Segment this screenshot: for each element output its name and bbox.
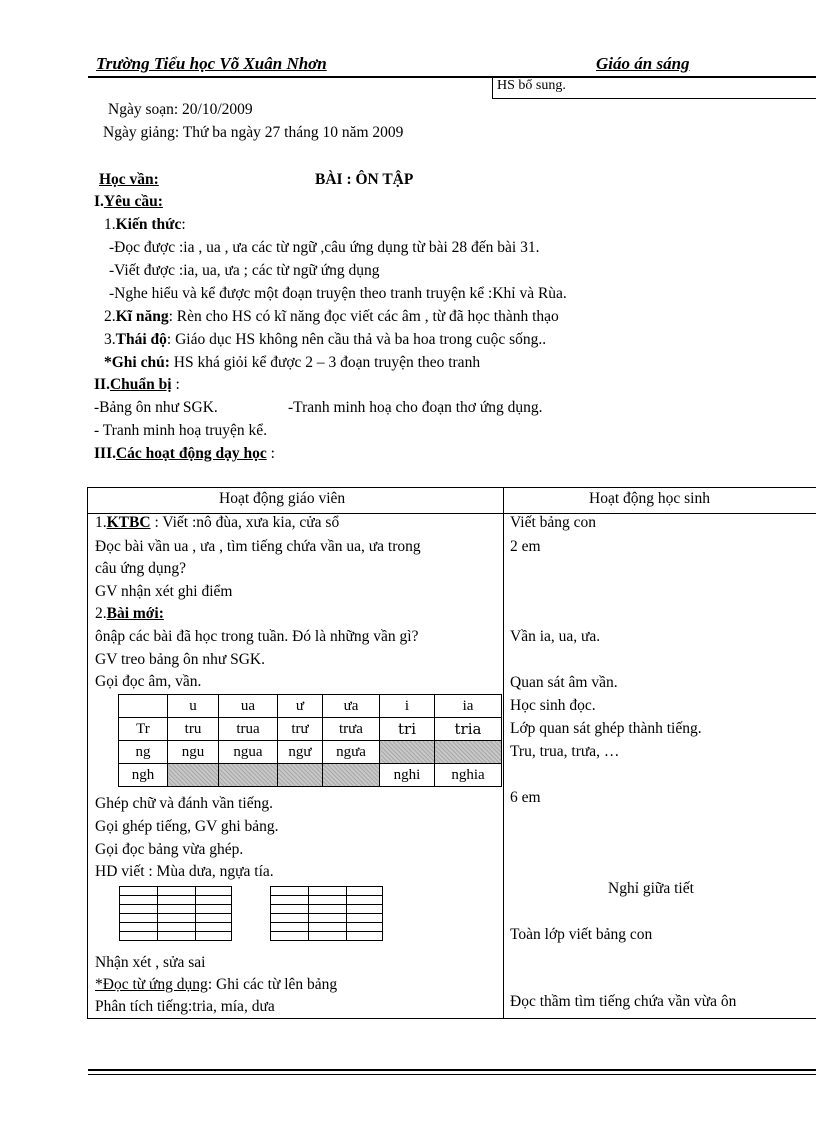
activities-num: III. [94,445,116,462]
knowledge-heading [104,216,186,234]
preparation-num: II. [94,376,110,393]
grid-cell: tria [435,718,502,741]
teacher-ktbc-label: KTBC [106,514,151,531]
attitude-label: Thái độ [115,331,167,348]
prepared-date: Ngày soạn: 20/10/2009 [108,101,253,118]
footer-rule-thick [88,1069,816,1071]
teacher-new-num: 2. [95,605,107,622]
grid-cell: ngu [168,741,219,764]
skill-line [104,308,559,326]
grid-cell-shaded [323,764,380,787]
preparation-heading [94,376,180,394]
teacher-line-12: HD viết : Mùa dưa, ngựa tía. [95,863,274,880]
top-box-text: HS bổ sung. [497,78,566,93]
knowledge-num: 1. [104,216,116,233]
student-line-6: Lớp quan sát ghép thành tiếng. [510,720,702,737]
requirements-num: I. [94,193,104,210]
subject-label: Học vần: [99,171,159,188]
teacher-column-header: Hoạt động giáo viên [219,490,346,507]
teacher-line-9: Ghép chữ và đánh vần tiếng. [95,795,273,812]
note-text: HS khá giỏi kể được 2 – 3 đoạn truyện theo tranh [169,354,481,371]
teacher-line-11: Gọi đọc bảng vừa ghép. [95,841,244,858]
phonics-review-grid [118,694,502,787]
teacher-line-15: Phân tích tiếng:tria, mía, dưa [95,998,275,1015]
teacher-line-7: GV treo bảng ôn như SGK. [95,651,265,668]
student-line-4: Quan sát âm vần. [510,674,618,691]
activities-heading [94,445,275,463]
knowledge-item-3: -Nghe hiểu và kể được một đoạn truyện theo tranh truyện kể :Khỉ và Rùa. [109,285,567,302]
grid-header-row [119,695,502,718]
student-column-header: Hoạt động học sinh [589,490,710,507]
activities-colon: : [266,445,275,462]
footer-rule-thin [88,1074,816,1075]
teacher-line-3: câu ứng dụng? [95,560,187,577]
teacher-ktbc-text: : Viết :nô đùa, xưa kia, cửa sổ [150,514,340,531]
teacher-ktbc-line [95,514,339,532]
student-line-5: Học sinh đọc. [510,697,596,714]
grid-cell: ngua [219,741,278,764]
student-line-2: 2 em [510,538,541,555]
grid-cell: trua [219,718,278,741]
top-box-left-border [492,76,493,98]
student-line-8: 6 em [510,789,541,806]
grid-header-cell: u [168,695,219,718]
student-line-3: Vần ia, ua, ưa. [510,628,601,645]
grid-cell-shaded [168,764,219,787]
student-line-9: Nghỉ giữa tiết [608,880,694,897]
grid-header-cell: ư [278,695,323,718]
taught-date: Ngày giảng: Thứ ba ngày 27 tháng 10 năm 2009 [103,124,404,141]
grid-header-cell: ia [435,695,502,718]
grid-cell-shaded [219,764,278,787]
grid-header-cell: ua [219,695,278,718]
student-line-10: Toàn lớp viết bảng con [510,926,653,943]
grid-row [119,764,502,787]
applied-words-label: *Đọc từ ứng dụng [95,976,208,993]
grid-cell: nghia [435,764,502,787]
grid-cell: trư [278,718,323,741]
teacher-new-lesson-line [95,605,164,623]
applied-words-text: : Ghi các từ lên bảng [207,976,338,993]
requirements-heading [94,193,163,211]
teacher-line-6: ônập các bài đã học trong tuần. Đó là những vần gì? [95,628,419,645]
knowledge-colon: : [181,216,186,233]
grid-cell: ngưa [323,741,380,764]
grid-cell: ngư [278,741,323,764]
preparation-line-2: - Tranh minh hoạ truyện kể. [94,422,268,439]
note-label: *Ghi chú: [104,354,170,371]
grid-cell: nghi [380,764,435,787]
knowledge-item-2: -Viết được :ia, ua, ưa ; các từ ngữ ứng dụng [109,262,380,279]
school-name: Trường Tiểu học Võ Xuân Nhơn [96,54,327,73]
header-rule [88,76,816,78]
skill-label: Kĩ năng [115,308,169,325]
grid-cell: ngh [119,764,168,787]
lesson-plan-label: Giáo án sáng [596,54,690,73]
grid-cell: tri [380,718,435,741]
grid-header-cell [119,695,168,718]
attitude-num: 3. [104,331,116,348]
top-box-bottom-border [492,98,816,99]
knowledge-label: Kiến thức [115,216,182,233]
teacher-line-14 [95,976,337,994]
grid-row [119,741,502,764]
teacher-line-13: Nhận xét , sửa sai [95,954,206,971]
requirements-title: Yêu cầu: [103,193,163,210]
grid-cell-shaded [435,741,502,764]
preparation-title: Chuẩn bị [109,376,172,393]
attitude-line [104,331,546,349]
preparation-colon: : [171,376,180,393]
teacher-ktbc-num: 1. [95,514,107,531]
preparation-line-1a: -Bảng ôn như SGK. [94,399,218,416]
grid-row [119,718,502,741]
knowledge-item-1: -Đọc được :ia , ua , ưa các từ ngữ ,câu ứng dụng từ bài 28 đến bài 31. [109,239,540,256]
skill-text: : Rèn cho HS có kĩ năng đọc viết các âm , từ đã học thành thạo [168,308,559,325]
grid-cell: Tr [119,718,168,741]
grid-cell-shaded [380,741,435,764]
grid-cell: trưa [323,718,380,741]
teacher-line-4: GV nhận xét ghi điểm [95,583,233,600]
teacher-line-8: Gọi đọc âm, vần. [95,673,202,690]
note-line [104,354,480,372]
preparation-line-1b: -Tranh minh hoạ cho đoạn thơ ứng dụng. [288,399,543,416]
grid-cell: tru [168,718,219,741]
attitude-text: : Giáo dục HS không nên cầu thả và ba hoa trong cuộc sống.. [166,331,547,348]
grid-header-cell: i [380,695,435,718]
student-line-7: Tru, trua, trưa, … [510,743,620,760]
table-column-divider [503,488,504,1018]
grid-header-cell: ưa [323,695,380,718]
student-line-11: Đọc thầm tìm tiếng chứa vần vừa ôn [510,993,737,1010]
lesson-title: BÀI : ÔN TẬP [315,171,414,188]
teacher-new-label: Bài mới: [106,605,164,622]
grid-cell-shaded [278,764,323,787]
teacher-line-10: Gọi ghép tiếng, GV ghi bảng. [95,818,279,835]
grid-cell: ng [119,741,168,764]
activities-title: Các hoạt động dạy học [115,445,267,462]
student-line-1: Viết bảng con [510,514,597,531]
handwriting-grid-right [270,886,383,941]
handwriting-grid-left [119,886,232,941]
teacher-line-2: Đọc bài vần ua , ưa , tìm tiếng chứa vần ua, ưa trong [95,538,421,555]
skill-num: 2. [104,308,116,325]
